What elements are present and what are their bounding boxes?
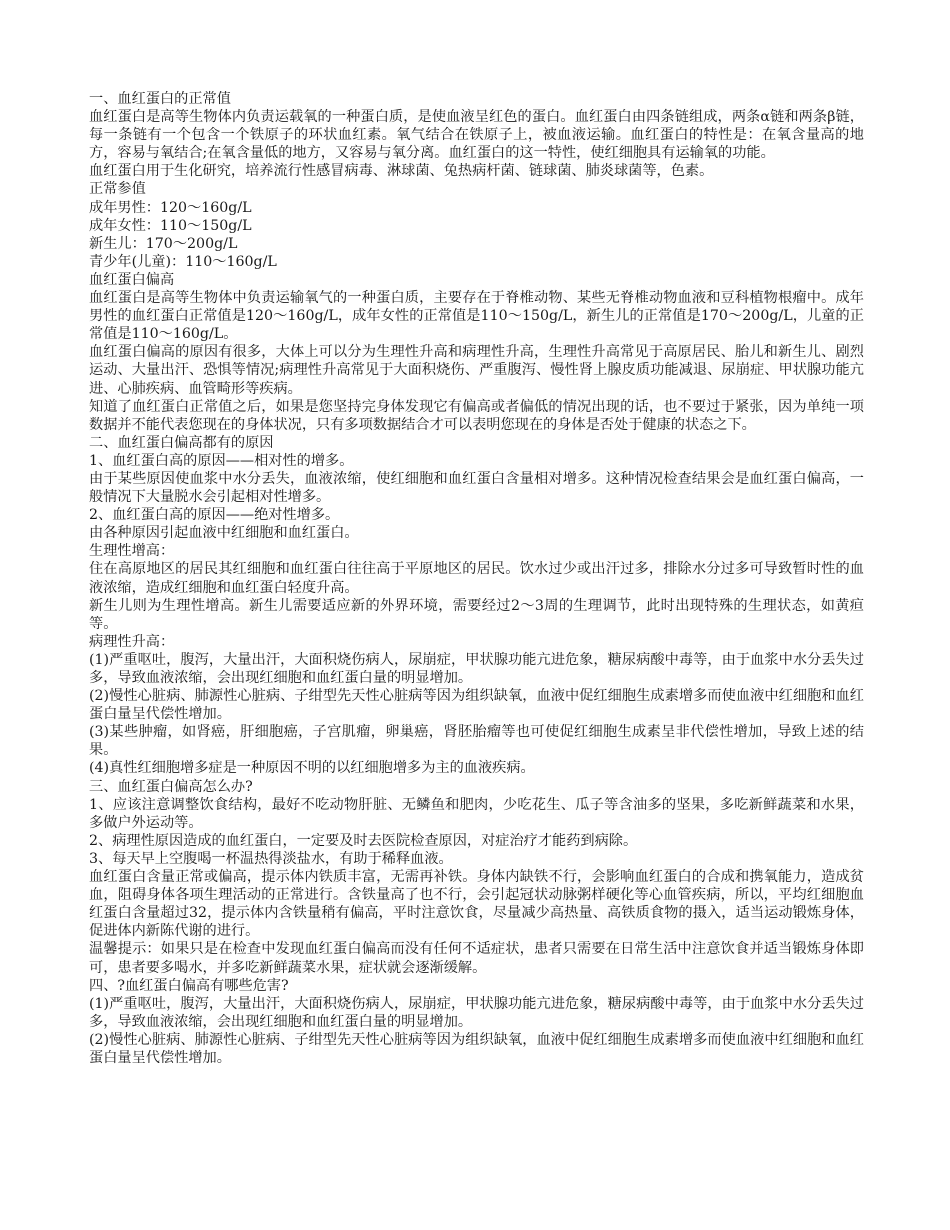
subheading-reference-values: 正常参值 <box>89 181 146 198</box>
paragraph-high-intro: 血红蛋白是高等生物体中负责运输氧气的一种蛋白质，主要存在于脊椎动物、某些无脊椎动物血液和豆科植物根瘤中。成年男性的血红蛋白正常值是120～160g/L，成年女性的正常值是110～150g/L，新生儿的正常值是170～200g/L，儿童的正常值是110～160g/L。 <box>89 290 864 343</box>
physiological-plateau-text: 住在高原地区的居民其红细胞和血红蛋白往往高于平原地区的居民。饮水过少或出汗过多，排除水分过多可导致暂时性的血液浓缩，造成红细胞和血红蛋白轻度升高。 <box>89 561 864 596</box>
advice-item-1: 1、应该注意调整饮食结构，最好不吃动物肝脏、无鳞鱼和肥肉，少吃花生、瓜子等含油多的坚果，多吃新鲜蔬菜和水果，多做户外运动等。 <box>89 796 864 831</box>
harm-item-1: (1)严重呕吐，腹泻，大量出汗，大面积烧伤病人，尿崩症，甲状腺功能亢进危象，糖尿病酸中毒等，由于血浆中水分丢失过多，导致血液浓缩，会出现红细胞和血红蛋白量的明显增加。 <box>89 995 864 1030</box>
reference-adolescent: 青少年(儿童)：110～160g/L <box>89 253 277 270</box>
cause-absolute-heading: 2、血红蛋白高的原因——绝对性增多。 <box>89 507 340 524</box>
physiological-newborn-text: 新生儿则为生理性增高。新生儿需要适应新的外界环境，需要经过2～3周的生理调节，此时出现特殊的生理状态，如黄疸等。 <box>89 597 864 632</box>
reference-adult-female: 成年女性：110～150g/L <box>89 217 252 234</box>
reference-adult-male: 成年男性：120～160g/L <box>89 199 252 216</box>
pathological-item-3: (3)某些肿瘤，如肾癌，肝细胞癌，子宫肌瘤，卵巢癌，肾胚胎瘤等也可使促红细胞生成素呈非代偿性增加，导致上述的结果。 <box>89 724 864 759</box>
paragraph-high-causes-overview: 血红蛋白偏高的原因有很多，大体上可以分为生理性升高和病理性升高，生理性升高常见于高原居民、胎儿和新生儿、剧烈运动、大量出汗、恐惧等情况;病理性升高常见于大面积烧伤、严重腹泻、慢性肾上腺皮质功能减退、尿崩症、甲状腺功能亢进、心肺疾病、血管畸形等疾病。 <box>89 344 864 397</box>
subheading-pathological: 病理性升高： <box>89 633 175 650</box>
advice-item-3: 3、每天早上空腹喝一杯温热得淡盐水，有助于稀释血液。 <box>89 850 453 867</box>
paragraph-hemoglobin-definition: 血红蛋白是高等生物体内负责运载氧的一种蛋白质，是使血液呈红色的蛋白。血红蛋白由四条链组成，两条α链和两条β链，每一条链有一个包含一个铁原子的环状血红素。氧气结合在铁原子上，被血液运输。血红蛋白的特性是：在氧含量高的地方，容易与氧结合;在氧含量低的地方，又容易与氧分离。血红蛋白的这一特性，使红细胞具有运输氧的功能。 <box>89 109 864 162</box>
pathological-item-2: (2)慢性心脏病、肺源性心脏病、子绀型先天性心脏病等因为组织缺氧，血液中促红细胞生成素增多而使血液中红细胞和血红蛋白量呈代偿性增加。 <box>89 688 864 723</box>
reference-newborn: 新生儿：170～200g/L <box>89 235 238 252</box>
harm-item-2: (2)慢性心脏病、肺源性心脏病、子绀型先天性心脏病等因为组织缺氧，血液中促红细胞生成素增多而使血液中红细胞和血红蛋白量呈代偿性增加。 <box>89 1031 864 1066</box>
cause-relative-text: 由于某些原因使血浆中水分丢失，血液浓缩，使红细胞和血红蛋白含量相对增多。这种情况检查结果会是血红蛋白偏高，一般情况下大量脱水会引起相对性增多。 <box>89 470 864 506</box>
cause-absolute-text: 由各种原因引起血液中红细胞和血红蛋白。 <box>89 525 359 542</box>
paragraph-hemoglobin-uses: 血红蛋白用于生化研究，培养流行性感冒病毒、淋球菌、兔热病杆菌、链球菌、肺炎球菌等，色素。 <box>89 163 714 180</box>
subheading-hemoglobin-high: 血红蛋白偏高 <box>89 271 175 288</box>
advice-item-2: 2、病理性原因造成的血红蛋白，一定要及时去医院检查原因，对症治疗才能药到病除。 <box>89 832 638 849</box>
paragraph-iron-content: 血红蛋白含量正常或偏高，提示体内铁质丰富，无需再补铁。身体内缺铁不行，会影响血红蛋白的合成和携氧能力，造成贫血，阻碍身体各项生理活动的正常进行。含铁量高了也不行，会引起冠状动脉粥样硬化等心血管疾病，所以，平均红细胞血红蛋白含量超过32，提示体内含铁量稍有偏高，平时注意饮食，尽量减少高热量、高铁质食物的摄入，适当运动锻炼身体，促进体内新陈代谢的进行。 <box>89 869 864 940</box>
section-heading-harms: 四、?血红蛋白偏高有哪些危害? <box>89 977 289 994</box>
section-heading-normal-values: 一、血红蛋白的正常值 <box>89 91 231 107</box>
paragraph-dont-worry: 知道了血红蛋白正常值之后，如果是您坚持完身体发现它有偏高或者偏低的情况出现的话，也不要过于紧张，因为单纯一项数据并不能代表您现在的身体状况，只有多项数据结合才可以表明您现在的身体是否处于健康的状态之下。 <box>89 398 864 433</box>
document-body <box>89 90 864 1067</box>
section-heading-what-to-do: 三、血红蛋白偏高怎么办? <box>89 778 253 795</box>
pathological-item-4: (4)真性红细胞增多症是一种原因不明的以红细胞增多为主的血液疾病。 <box>89 760 535 777</box>
cause-relative-heading: 1、血红蛋白高的原因——相对性的增多。 <box>89 452 354 469</box>
pathological-item-1: (1)严重呕吐，腹泻，大量出汗，大面积烧伤病人，尿崩症，甲状腺功能亢进危象，糖尿病酸中毒等，由于血浆中水分丢失过多，导致血液浓缩，会出现红细胞和血红蛋白量的明显增加。 <box>89 651 864 686</box>
paragraph-warm-tip: 温馨提示：如果只是在检查中发现血红蛋白偏高而没有任何不适症状，患者只需要在日常生活中注意饮食并适当锻炼身体即可，患者要多喝水，并多吃新鲜蔬菜水果，症状就会逐渐缓解。 <box>89 941 864 976</box>
section-heading-causes: 二、血红蛋白偏高都有的原因 <box>89 434 274 451</box>
subheading-physiological: 生理性增高： <box>89 543 175 560</box>
